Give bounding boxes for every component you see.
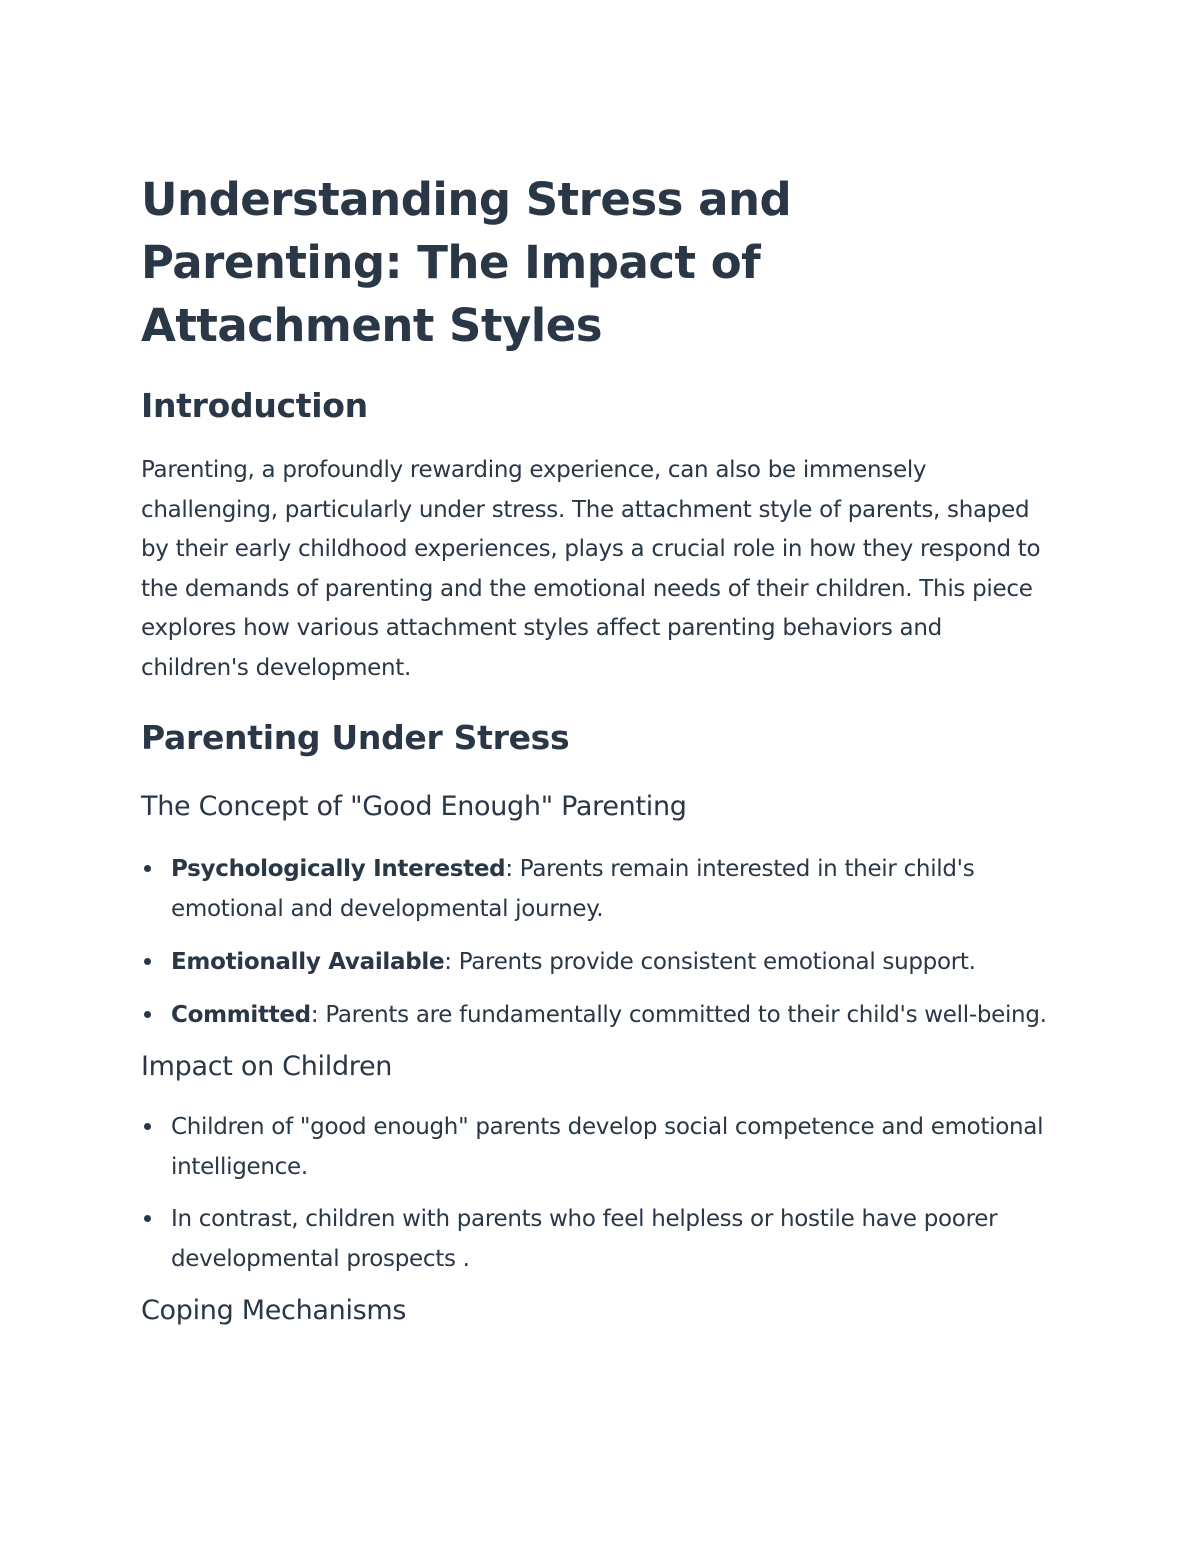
bullet-icon — [144, 1123, 151, 1130]
list-item-text: In contrast, children with parents who feel helpless or hostile have poorer developmental prospects . — [171, 1205, 998, 1272]
list-item-term: Committed — [171, 1001, 311, 1028]
list-item-text: : Parents remain interested in their child's emotional and developmental journey. — [171, 855, 975, 922]
subsection-heading-coping-mechanisms: Coping Mechanisms — [141, 1294, 407, 1326]
list-item — [141, 849, 1051, 929]
subsection-heading-good-enough: The Concept of "Good Enough" Parenting — [141, 790, 687, 822]
subsection-heading-impact-on-children: Impact on Children — [141, 1050, 393, 1082]
list-item-text: : Parents are fundamentally committed to their child's well-being. — [310, 1001, 1047, 1028]
good-enough-list — [141, 849, 1051, 1035]
bullet-icon — [144, 865, 151, 872]
list-item — [141, 942, 1051, 982]
section-heading-introduction: Introduction — [141, 386, 368, 425]
list-item — [141, 1199, 1051, 1279]
introduction-paragraph: Parenting, a profoundly rewarding experience, can also be immensely challenging, particularly under stress. The attachment style of parents, shaped by their early childhood experiences, plays a crucial role in how they respond to the demands of parenting and the emotional needs of their children. This piece explores how various attachment styles affect parenting behaviors and children's development. — [141, 457, 1041, 681]
bullet-icon — [144, 1215, 151, 1222]
impact-list — [141, 1107, 1051, 1279]
section-heading-parenting-under-stress: Parenting Under Stress — [141, 717, 570, 757]
list-item-term: Emotionally Available — [171, 948, 445, 975]
bullet-icon — [144, 1011, 151, 1018]
list-item-text: : Parents provide consistent emotional support. — [444, 948, 976, 975]
document-page — [141, 168, 1051, 1331]
list-item — [141, 995, 1051, 1035]
list-item-text: Children of "good enough" parents develop social competence and emotional intelligence. — [171, 1113, 1044, 1180]
bullet-icon — [144, 958, 151, 965]
list-item — [141, 1107, 1051, 1187]
page-title: Understanding Stress and Parenting: The Impact of Attachment Styles — [141, 173, 792, 352]
list-item-term: Psychologically Interested — [171, 855, 506, 882]
